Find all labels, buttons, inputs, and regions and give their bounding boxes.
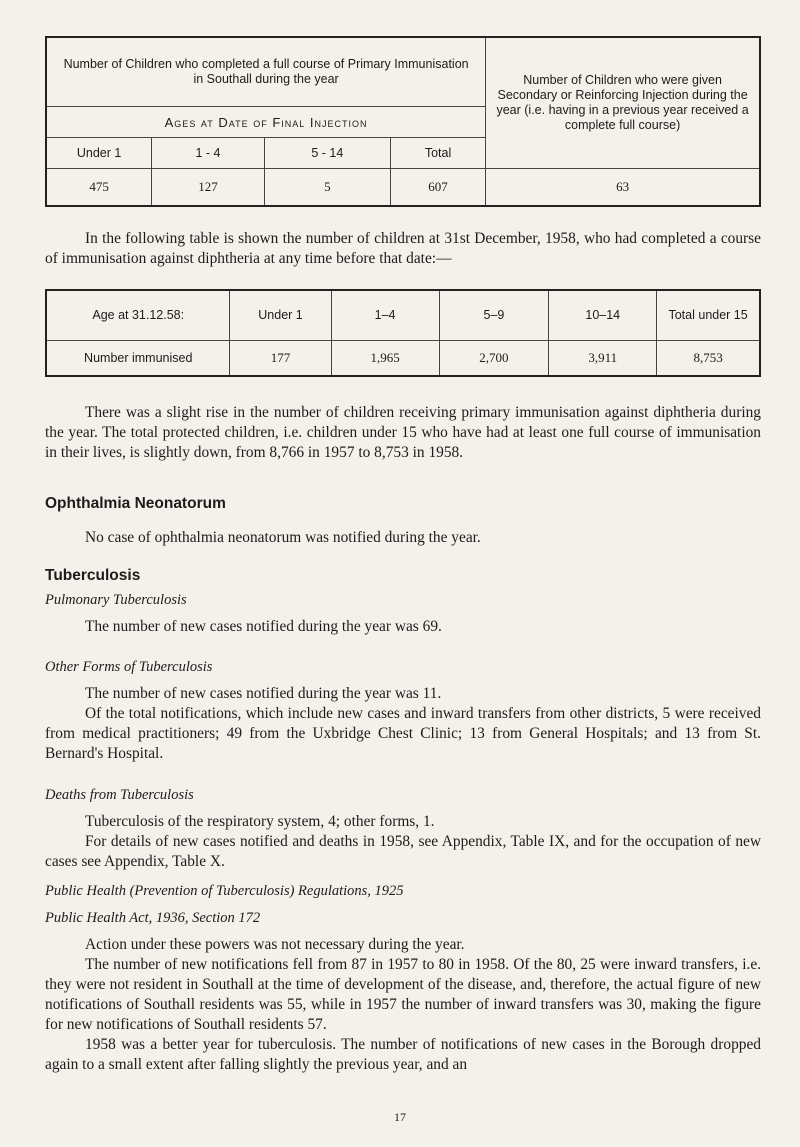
deaths-heading: Deaths from Tuberculosis: [45, 787, 194, 803]
table1-value-1-4: 127: [152, 169, 265, 207]
act-text-3: 1958 was a better year for tuberculosis. The number of notifications of new cases in the Borough dropped again to a small extent after falling slightly the previous year, and an: [45, 1036, 761, 1073]
table1-col-1-4: 1 - 4: [152, 138, 265, 169]
table2-col-1-4: 1–4: [331, 290, 439, 340]
rise-paragraph: There was a slight rise in the number of children receiving primary immunisation against diphtheria during the year. The total protected children, i.e. children under 15 who have had at least one full course of immunisation in their lives, is slightly down, from 8,766 in 1957 to 8,753 in 1958.: [45, 404, 761, 461]
other-forms-heading: Other Forms of Tuberculosis: [45, 659, 213, 675]
table1-ages-header: Ages at Date of Final Injection: [46, 107, 486, 138]
table1-value-secondary: 63: [486, 169, 760, 207]
deaths-text-1: Tuberculosis of the respiratory system, 4; other forms, 1.: [85, 813, 435, 830]
ophthalmia-heading: Ophthalmia Neonatorum: [45, 495, 226, 512]
ophthalmia-text: No case of ophthalmia neonatorum was notified during the year.: [85, 529, 481, 546]
act-text-1: Action under these powers was not necessary during the year.: [85, 936, 465, 953]
table2-col-total: Total under 15: [657, 290, 760, 340]
page-number: 17: [394, 1110, 406, 1124]
table1-value-5-14: 5: [264, 169, 390, 207]
table2-value-5-9: 2,700: [439, 340, 549, 376]
intro-paragraph: In the following table is shown the number of children at 31st December, 1958, who had completed a course of immunisation against diphtheria at any time before that date:—: [45, 230, 761, 267]
table1-header-left: Number of Children who completed a full course of Primary Immunisation in Southall during the year: [46, 37, 486, 107]
regulations-heading: Public Health (Prevention of Tuberculosis) Regulations, 1925: [45, 883, 404, 899]
table1-value-total: 607: [390, 169, 485, 207]
other-forms-text-1: The number of new cases notified during the year was 11.: [85, 685, 442, 702]
table1-header-right: Number of Children who were given Secondary or Reinforcing Injection during the year (i.e. having in a previous year received a complete full course): [486, 37, 760, 169]
public-health-act-heading: Public Health Act, 1936, Section 172: [45, 910, 261, 926]
primary-immunisation-table: [45, 36, 761, 207]
table2-row-label-header: Age at 31.12.58:: [46, 290, 230, 340]
table1-value-under-1: 475: [46, 169, 152, 207]
table1-col-under-1: Under 1: [46, 138, 152, 169]
act-text-2: The number of new notifications fell from 87 in 1957 to 80 in 1958. Of the 80, 25 were inward transfers, i.e. they were not resident in Southall at the time of development of the disease, and, therefore, the actual figure of new notifications of Southall residents was 55, while in 1957 the number of inward transfers was 30, making the figure for new notifications of Southall residents 57.: [45, 956, 761, 1033]
table1-col-5-14: 5 - 14: [264, 138, 390, 169]
table2-value-10-14: 3,911: [549, 340, 657, 376]
other-forms-text-2: Of the total notifications, which include new cases and inward transfers from other districts, 5 were received from medical practitioners; 49 from the Uxbridge Chest Clinic; 13 from General Hospitals; and 13 from St. Bernard's Hospital.: [45, 705, 761, 762]
diphtheria-immunised-table: [45, 289, 761, 377]
pulmonary-heading: Pulmonary Tuberculosis: [45, 592, 187, 608]
pulmonary-text: The number of new cases notified during the year was 69.: [85, 618, 442, 635]
table2-value-1-4: 1,965: [331, 340, 439, 376]
tuberculosis-heading: Tuberculosis: [45, 567, 141, 584]
table2-row-label: Number immunised: [46, 340, 230, 376]
table1-col-total: Total: [390, 138, 485, 169]
table2-value-total: 8,753: [657, 340, 760, 376]
deaths-text-2: For details of new cases notified and deaths in 1958, see Appendix, Table IX, and for the occupation of new cases see Appendix, Table X.: [45, 833, 761, 870]
table2-col-5-9: 5–9: [439, 290, 549, 340]
table2-value-under-1: 177: [230, 340, 331, 376]
table2-col-10-14: 10–14: [549, 290, 657, 340]
table2-col-under-1: Under 1: [230, 290, 331, 340]
